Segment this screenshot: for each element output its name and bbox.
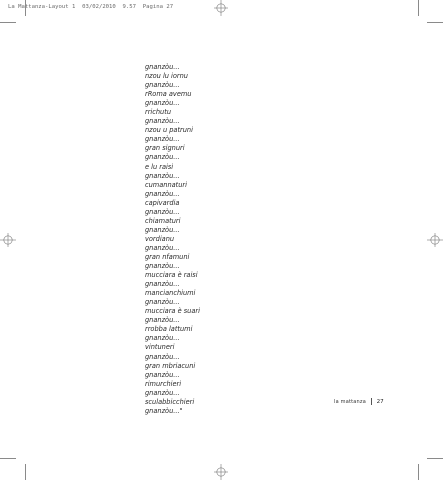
poem-line: e lu raisi bbox=[145, 162, 174, 171]
crop-mark-bottom-left-h bbox=[0, 458, 16, 459]
poem-line: gnanzòu... bbox=[145, 225, 180, 234]
footer-section-title: la mattanza bbox=[334, 398, 367, 405]
print-slug bbox=[8, 4, 173, 10]
slug-page-label: Pagina 27 bbox=[142, 4, 174, 10]
poem-line: gnanzòu... bbox=[145, 63, 180, 71]
poem-line: mancianchiumi bbox=[145, 289, 196, 298]
crop-mark-top-left-v bbox=[25, 0, 26, 16]
poem-line: rrichutu bbox=[145, 108, 172, 117]
poem-line: rimurchieri bbox=[145, 379, 182, 388]
registration-mark-bottom-icon bbox=[214, 464, 228, 480]
poem-line: gnanzòu... bbox=[145, 262, 180, 271]
registration-mark-left-icon bbox=[0, 233, 16, 247]
poem-line: mucciara è suari bbox=[145, 307, 200, 316]
poem-line: chiamaturi bbox=[145, 216, 181, 225]
poem-line: gnanzòu... bbox=[145, 135, 180, 144]
poem-line: gnanzòu... bbox=[145, 153, 180, 162]
poem-line: gnanzòu... bbox=[145, 388, 180, 397]
poem-line: gnanzòu... bbox=[145, 280, 180, 289]
slug-file: La Mattanza-Layout 1 bbox=[8, 4, 76, 10]
crop-mark-top-right-h bbox=[427, 22, 443, 23]
poem-line: gnanzòu... bbox=[145, 298, 180, 307]
poem-line: cumannaturi bbox=[145, 180, 187, 189]
poem-line: rRoma avemu bbox=[145, 90, 192, 99]
footer-divider bbox=[371, 398, 372, 405]
crop-mark-bottom-left-v bbox=[25, 464, 26, 480]
poem-line: gran mbriacuni bbox=[145, 361, 196, 370]
poem-line: gnanzòu... bbox=[145, 334, 180, 343]
poem-line: gnanzòu... bbox=[145, 243, 180, 252]
poem-line: gnanzòu... bbox=[145, 99, 180, 108]
poem-line: gnanzòu... bbox=[145, 171, 180, 180]
poem-line: nzou lu iornu bbox=[145, 72, 188, 81]
poem-line: gnanzòu... bbox=[145, 207, 180, 216]
slug-time: 9.57 bbox=[122, 4, 137, 10]
slug-date: 03/02/2010 bbox=[82, 4, 116, 10]
poem-line: gnanzòu... bbox=[145, 352, 180, 361]
page-footer bbox=[334, 398, 384, 405]
crop-mark-bottom-right-h bbox=[427, 458, 443, 459]
poem-text bbox=[145, 63, 200, 416]
poem-line: capivardia bbox=[145, 198, 180, 207]
poem-line: mucciara è raisi bbox=[145, 271, 198, 280]
poem-line: gnanzòu... bbox=[145, 117, 180, 126]
poem-line: gran signuri bbox=[145, 144, 185, 153]
poem-line: gnanzòu... bbox=[145, 316, 180, 325]
poem-line: gnanzòu... bbox=[145, 81, 180, 90]
page-number: 27 bbox=[376, 398, 384, 405]
poem-line: sculabbicchieri bbox=[145, 397, 195, 406]
poem-line: vintuneri bbox=[145, 343, 175, 352]
crop-mark-bottom-right-v bbox=[418, 464, 419, 480]
poem-line: rrobba lattumi bbox=[145, 325, 193, 334]
poem-line: vordianu bbox=[145, 234, 175, 243]
poem-line: gnanzòu... bbox=[145, 370, 180, 379]
crop-mark-top-right-v bbox=[418, 0, 419, 16]
crop-mark-top-left-h bbox=[0, 22, 16, 23]
poem-line: gnanzòu... bbox=[145, 189, 180, 198]
poem-line: gnanzòu..." bbox=[145, 406, 183, 415]
registration-mark-right-icon bbox=[427, 233, 443, 247]
poem-line: gran nfamuni bbox=[145, 252, 190, 261]
registration-mark-top-icon bbox=[214, 0, 228, 16]
poem-line: nzou u patruni bbox=[145, 126, 193, 135]
